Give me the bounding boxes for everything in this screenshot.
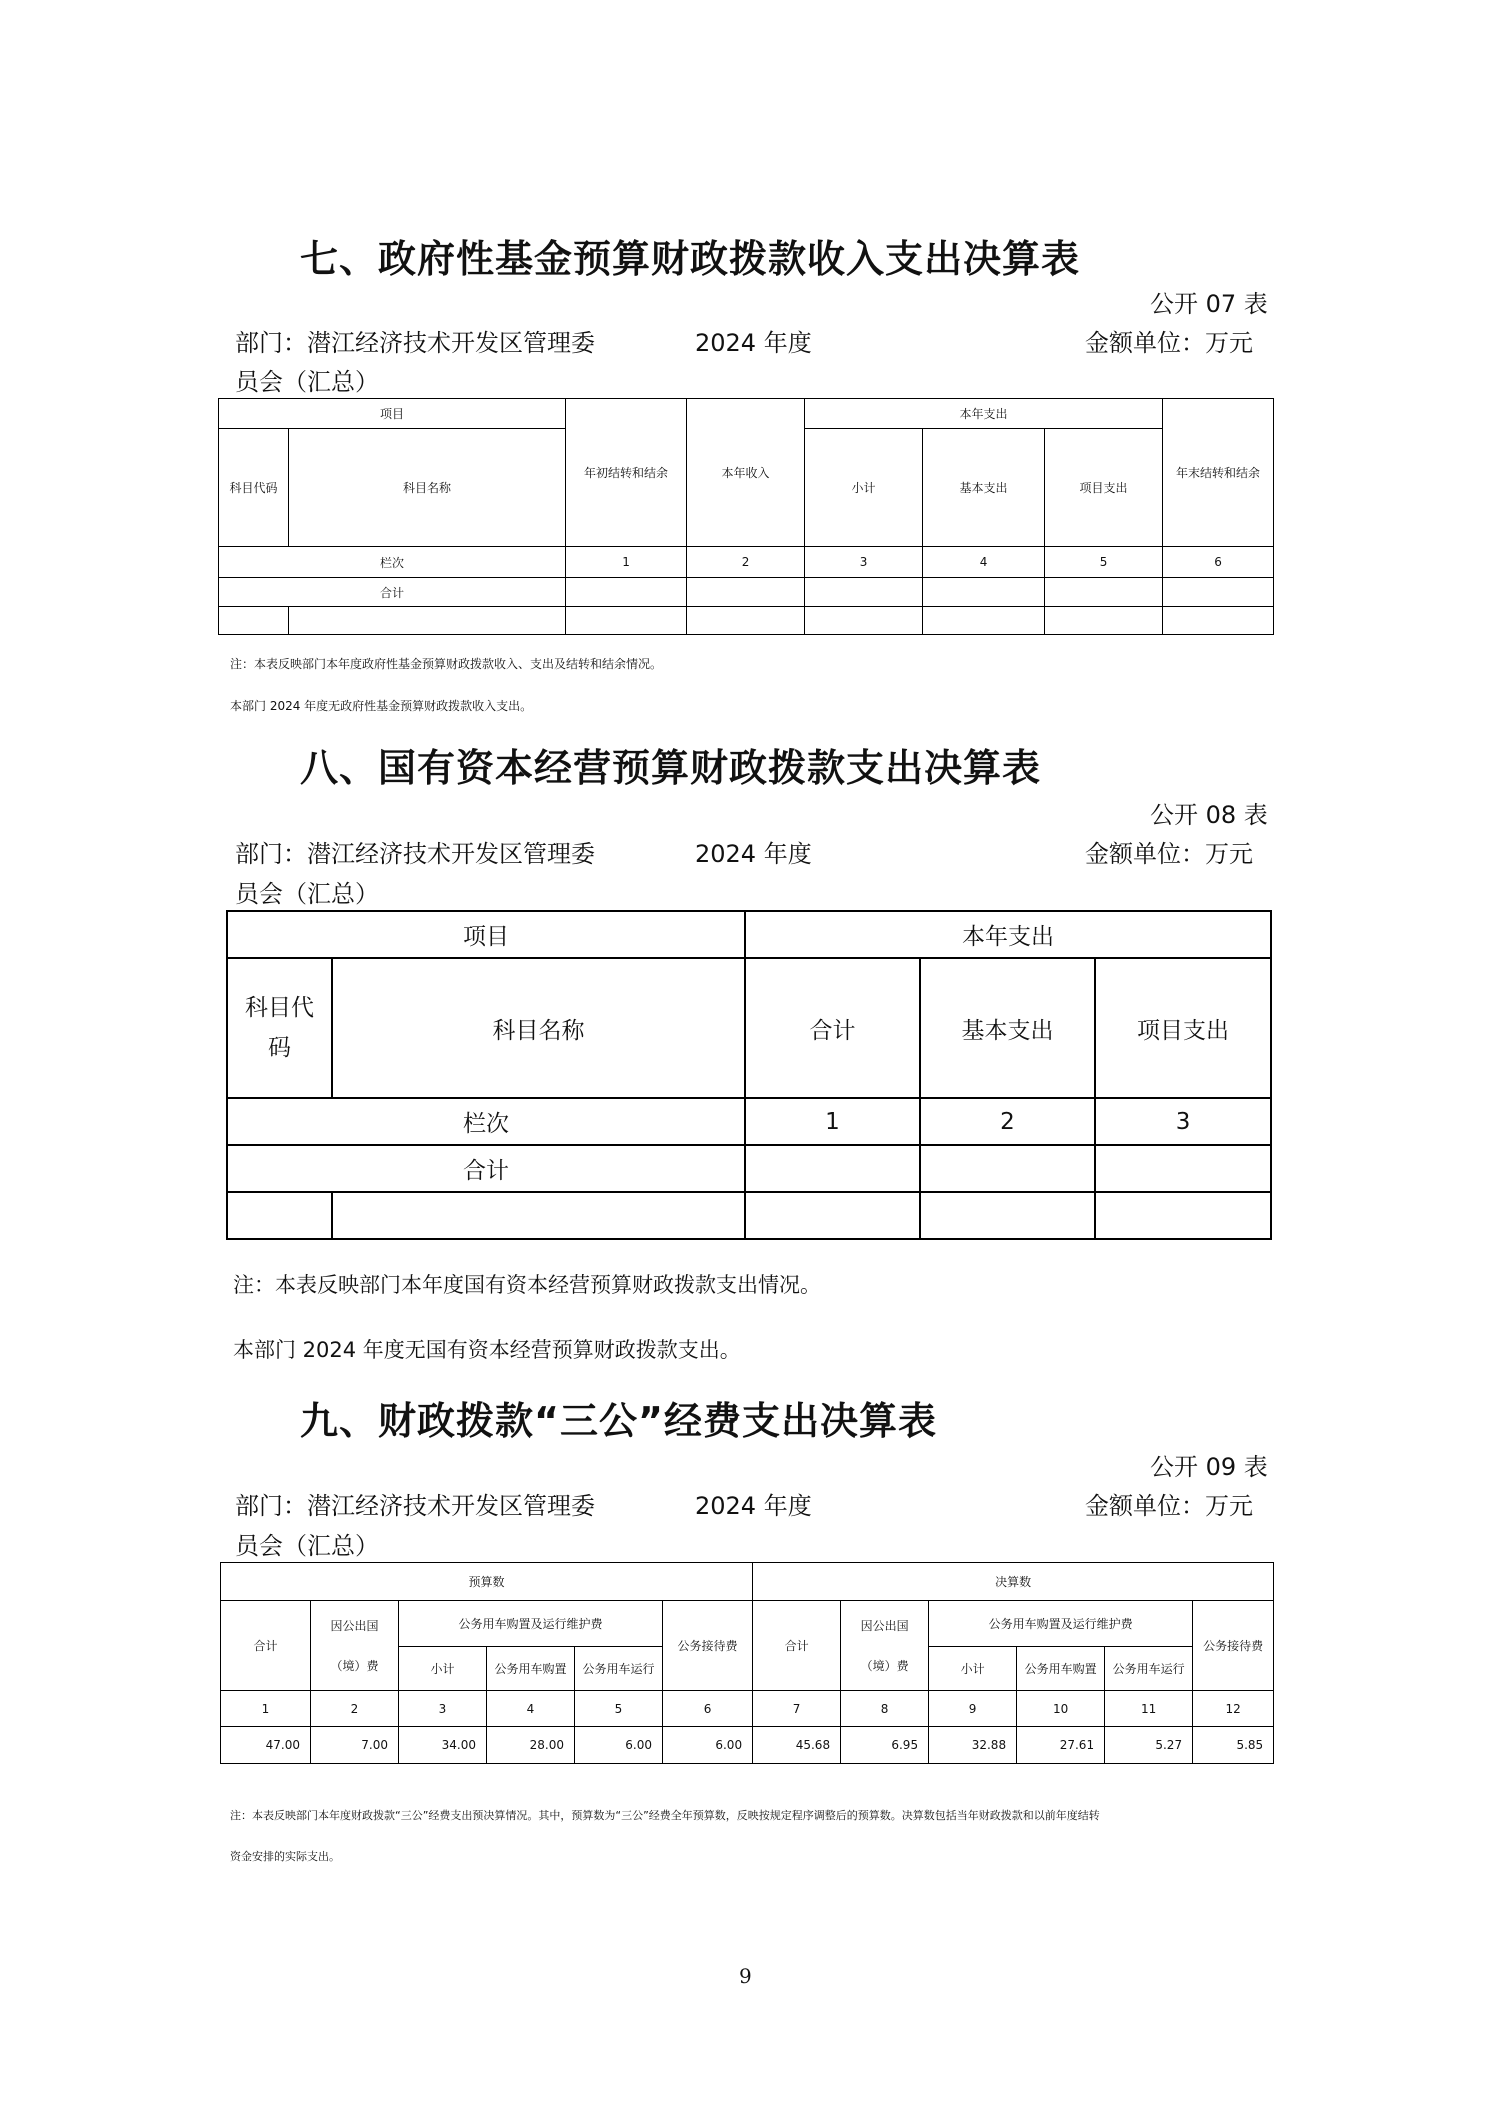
sec9-col-num: 4 xyxy=(487,1691,575,1727)
sec7-note: 注：本表反映部门本年度政府性基金预算财政拨款收入、支出及结转和结余情况。 xyxy=(230,657,663,671)
sec7-row-col: 栏次 xyxy=(219,547,566,578)
sec7-table xyxy=(218,398,1274,635)
sec9-col-num: 7 xyxy=(753,1691,841,1727)
sec9-h-reception: 公务接待费 xyxy=(1193,1601,1274,1691)
sec9-year: 2024 年度 xyxy=(695,1492,812,1520)
sec8-col-num: 2 xyxy=(920,1098,1095,1145)
sec8-table xyxy=(226,910,1272,1240)
sec9-col-num: 11 xyxy=(1105,1691,1193,1727)
sec9-value: 45.68 xyxy=(753,1727,841,1764)
sec9-h-total: 合计 xyxy=(753,1601,841,1691)
sec9-value: 5.27 xyxy=(1105,1727,1193,1764)
sec7-unit: 金额单位：万元 xyxy=(1085,329,1253,357)
sec7-col-num: 5 xyxy=(1045,547,1163,578)
sec7-year: 2024 年度 xyxy=(695,329,812,357)
sec8-h-basic: 基本支出 xyxy=(920,958,1095,1098)
sec9-title: 九、财政拨款“三公”经费支出决算表 xyxy=(300,1399,937,1443)
sec9-value: 32.88 xyxy=(929,1727,1017,1764)
sec9-col-num: 8 xyxy=(841,1691,929,1727)
sec8-h-expend: 本年支出 xyxy=(745,911,1271,958)
sec7-col-num: 6 xyxy=(1163,547,1274,578)
sec9-h-run: 公务用车运行 xyxy=(1105,1647,1193,1691)
sec9-value: 6.00 xyxy=(575,1727,663,1764)
sec9-col-num: 6 xyxy=(663,1691,753,1727)
sec8-h-total: 合计 xyxy=(745,958,920,1098)
sec7-h-basic: 基本支出 xyxy=(923,429,1045,547)
sec9-col-num: 9 xyxy=(929,1691,1017,1727)
sec8-unit: 金额单位：万元 xyxy=(1085,840,1253,868)
sec9-dept-cont: 员会（汇总） xyxy=(235,1532,379,1560)
sec8-h-project: 项目 xyxy=(227,911,745,958)
sec8-dept: 部门：潜江经济技术开发区管理委 xyxy=(235,840,595,868)
sec7-title: 七、政府性基金预算财政拨款收入支出决算表 xyxy=(300,237,1081,281)
sec8-h-code: 科目代码 xyxy=(227,958,332,1098)
sec9-col-num: 2 xyxy=(311,1691,399,1727)
sec8-title: 八、国有资本经营预算财政拨款支出决算表 xyxy=(300,746,1042,790)
sec9-h-purchase: 公务用车购置 xyxy=(1017,1647,1105,1691)
sec9-value: 6.00 xyxy=(663,1727,753,1764)
sec9-h-sub: 小计 xyxy=(399,1647,487,1691)
sec7-row-total: 合计 xyxy=(219,578,566,607)
sec7-h-sub: 小计 xyxy=(805,429,923,547)
sec9-note-2: 资金安排的实际支出。 xyxy=(230,1850,340,1863)
sec8-note-2: 本部门 2024 年度无国有资本经营预算财政拨款支出。 xyxy=(233,1338,741,1362)
sec9-value: 7.00 xyxy=(311,1727,399,1764)
sec9-h-run: 公务用车运行 xyxy=(575,1647,663,1691)
sec9-h-reception: 公务接待费 xyxy=(663,1601,753,1691)
sec9-h-purchase: 公务用车购置 xyxy=(487,1647,575,1691)
sec9-h-sub: 小计 xyxy=(929,1647,1017,1691)
sec9-dept: 部门：潜江经济技术开发区管理委 xyxy=(235,1492,595,1520)
sec7-h-name: 科目名称 xyxy=(289,429,566,547)
sec9-col-num: 3 xyxy=(399,1691,487,1727)
sec7-h-proj: 项目支出 xyxy=(1045,429,1163,547)
sec9-h-total: 合计 xyxy=(221,1601,311,1691)
sec8-form-no: 公开 08 表 xyxy=(1150,801,1268,829)
page-number: 9 xyxy=(739,1964,752,1988)
sec7-h-income: 本年收入 xyxy=(687,399,805,547)
sec8-h-name: 科目名称 xyxy=(332,958,745,1098)
sec7-h-project: 项目 xyxy=(219,399,566,429)
sec9-value: 6.95 xyxy=(841,1727,929,1764)
sec9-table xyxy=(220,1562,1274,1764)
sec8-col-num: 1 xyxy=(745,1098,920,1145)
sec7-col-num: 1 xyxy=(566,547,687,578)
sec7-h-begin: 年初结转和结余 xyxy=(566,399,687,547)
sec7-h-expend: 本年支出 xyxy=(805,399,1163,429)
sec9-h-budget: 预算数 xyxy=(221,1563,753,1601)
sec9-unit: 金额单位：万元 xyxy=(1085,1492,1253,1520)
sec7-dept-cont: 员会（汇总） xyxy=(235,368,379,396)
sec7-form-no: 公开 07 表 xyxy=(1150,290,1268,318)
sec9-form-no: 公开 09 表 xyxy=(1150,1453,1268,1481)
sec9-col-num: 10 xyxy=(1017,1691,1105,1727)
sec9-col-num: 12 xyxy=(1193,1691,1274,1727)
sec9-col-num: 1 xyxy=(221,1691,311,1727)
sec8-year: 2024 年度 xyxy=(695,840,812,868)
sec7-col-num: 3 xyxy=(805,547,923,578)
sec9-value: 34.00 xyxy=(399,1727,487,1764)
sec8-dept-cont: 员会（汇总） xyxy=(235,880,379,908)
sec9-value: 5.85 xyxy=(1193,1727,1274,1764)
sec8-note: 注：本表反映部门本年度国有资本经营预算财政拨款支出情况。 xyxy=(233,1273,821,1297)
sec8-h-proj: 项目支出 xyxy=(1095,958,1271,1098)
sec9-h-vehicle: 公务用车购置及运行维护费 xyxy=(399,1601,663,1647)
sec8-row-col: 栏次 xyxy=(227,1098,745,1145)
sec8-col-num: 3 xyxy=(1095,1098,1271,1145)
sec7-col-num: 2 xyxy=(687,547,805,578)
sec9-h-abroad: 因公出国（境）费 xyxy=(841,1601,929,1691)
sec9-note: 注：本表反映部门本年度财政拨款“三公”经费支出预决算情况。其中，预算数为“三公”经费全年预算数，反映按规定程序调整后的预算数。决算数包括当年财政拨款和以前年度结转 xyxy=(230,1809,1100,1822)
sec7-dept: 部门：潜江经济技术开发区管理委 xyxy=(235,329,595,357)
sec7-col-num: 4 xyxy=(923,547,1045,578)
sec7-h-code: 科目代码 xyxy=(219,429,289,547)
sec7-h-end: 年末结转和结余 xyxy=(1163,399,1274,547)
sec9-h-vehicle: 公务用车购置及运行维护费 xyxy=(929,1601,1193,1647)
sec9-value: 47.00 xyxy=(221,1727,311,1764)
sec8-row-total: 合计 xyxy=(227,1145,745,1192)
sec9-h-abroad: 因公出国（境）费 xyxy=(311,1601,399,1691)
sec9-col-num: 5 xyxy=(575,1691,663,1727)
sec7-note-2: 本部门 2024 年度无政府性基金预算财政拨款收入支出。 xyxy=(230,699,533,713)
sec9-value: 27.61 xyxy=(1017,1727,1105,1764)
sec9-value: 28.00 xyxy=(487,1727,575,1764)
sec9-h-final: 决算数 xyxy=(753,1563,1274,1601)
